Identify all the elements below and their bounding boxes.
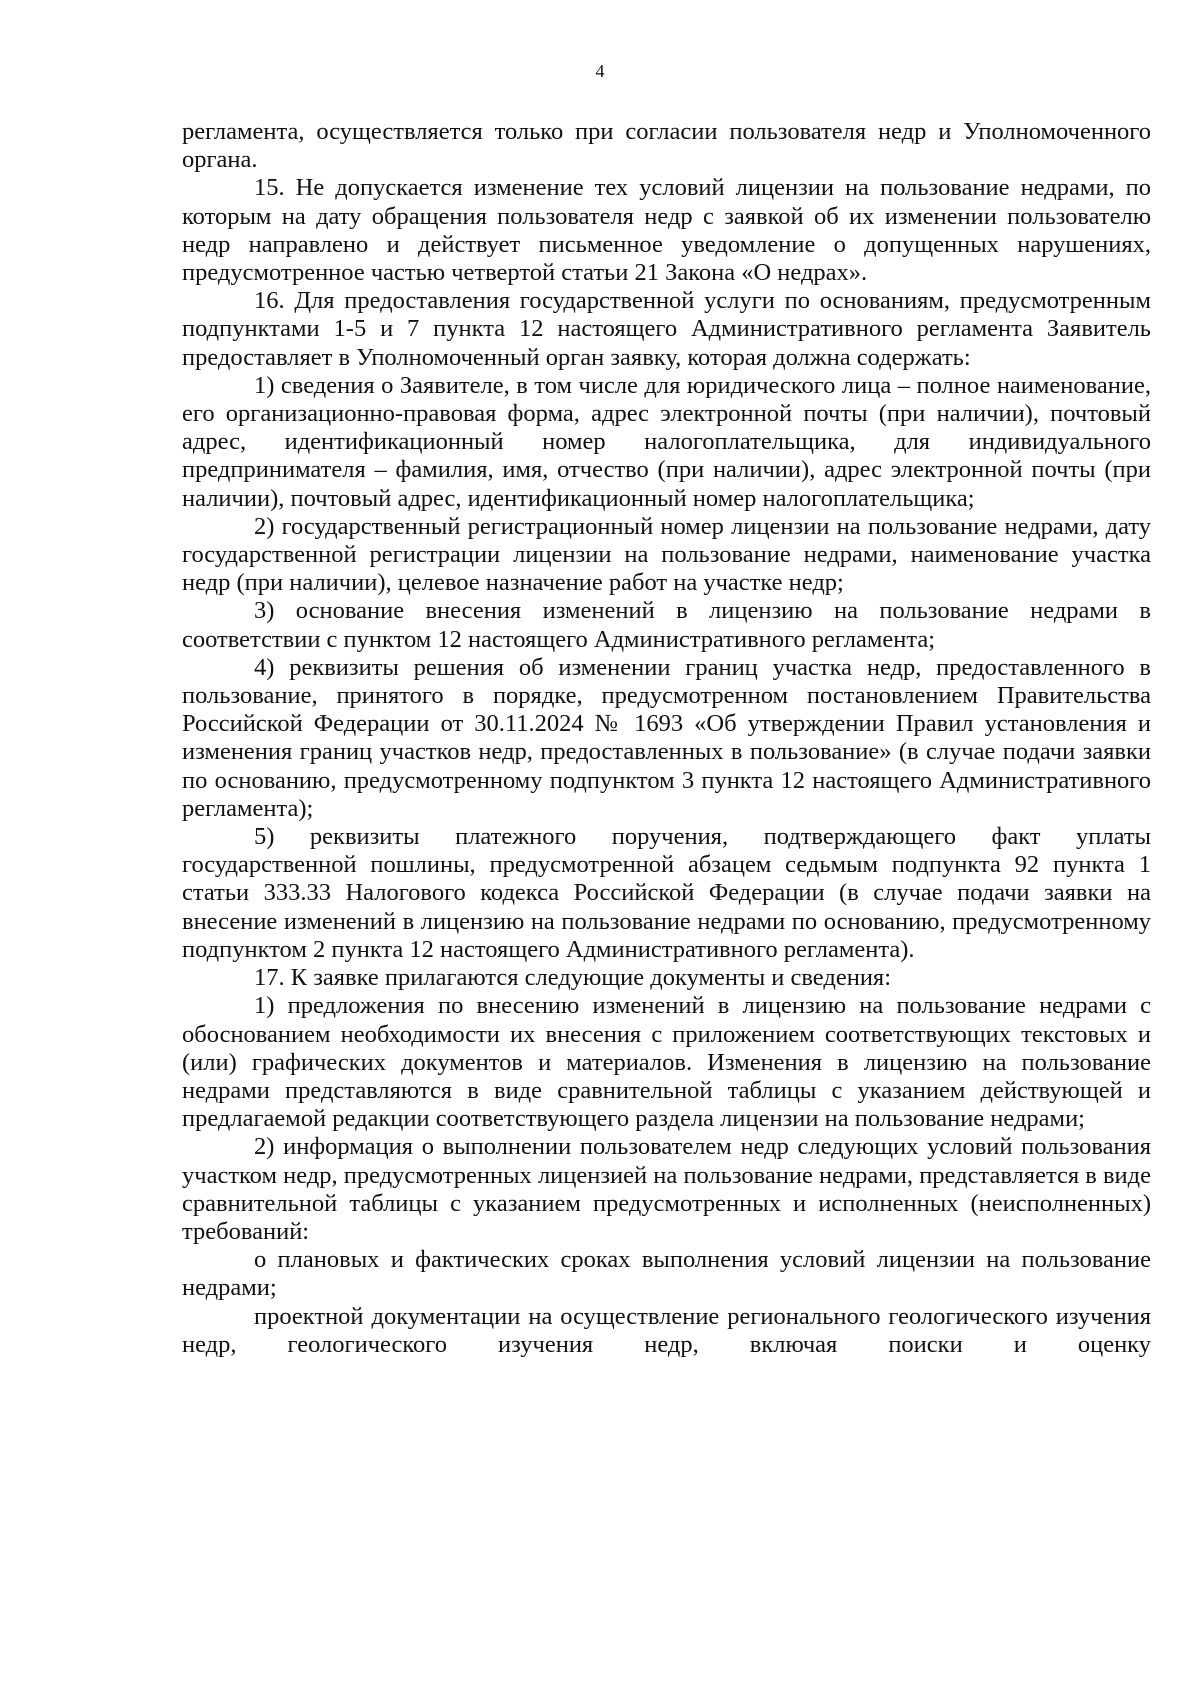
paragraph-17-item-2: 2) информация о выполнении пользователем недр следующих условий пользования участком недр, предусмотренных лицензией на пользование недрами, представляется в виде сравнительной таблицы с указанием предусмотренных и исполненных (неисполненных) требований: [182,1133,1151,1245]
paragraph-17-item-2-b: проектной документации на осуществление регионального геологического изучения недр, геологического изучения недр, включая поиски и оценку [182,1302,1151,1358]
paragraph-17-item-1: 1) предложения по внесению изменений в лицензию на пользование недрами с обоснованием необходимости их внесения с приложением соответствующих текстовых и (или) графических документов и материалов. Изменения в лицензию на пользование недрами представляются в виде сравнительной таблицы с указанием действующей и предлагаемой редакции соответствующего раздела лицензии на пользование недрами; [182,992,1151,1133]
paragraph-16-item-3: 3) основание внесения изменений в лицензию на пользование недрами в соответствии с пунктом 12 настоящего Административного регламента; [182,597,1151,653]
paragraph-continuation: регламента, осуществляется только при согласии пользователя недр и Уполномоченного органа. [182,118,1151,174]
paragraph-16-item-4: 4) реквизиты решения об изменении границ участка недр, предоставленного в пользование, принятого в порядке, предусмотренном постановлением Правительства Российской Федерации от 30.11.2024 № 1693 «Об утверждении Правил установления и изменения границ участков недр, предоставленных в пользование» (в случае подачи заявки по основанию, предусмотренному подпунктом 3 пункта 12 настоящего Административного регламента); [182,653,1151,822]
paragraph-16-item-5: 5) реквизиты платежного поручения, подтверждающего факт уплаты государственной пошлины, предусмотренной абзацем седьмым подпункта 92 пункта 1 статьи 333.33 Налогового кодекса Российской Федерации (в случае подачи заявки на внесение изменений в лицензию на пользование недрами по основанию, предусмотренному подпунктом 2 пункта 12 настоящего Административного регламента). [182,823,1151,963]
paragraph-16-item-1: 1) сведения о Заявителе, в том числе для юридического лица – полное наименование, его организационно-правовая форма, адрес электронной почты (при наличии), почтовый адрес, идентификационный номер налогоплательщика, для индивидуального предпринимателя – фамилия, имя, отчество (при наличии), адрес электронной почты (при наличии), почтовый адрес, идентификационный номер налогоплательщика; [182,371,1151,512]
page-number: 4 [595,61,605,81]
paragraph-16-item-2: 2) государственный регистрационный номер лицензии на пользование недрами, дату государственной регистрации лицензии на пользование недрами, наименование участка недр (при наличии), целевое назначение работ на участке недр; [182,512,1151,597]
paragraph-16: 16. Для предоставления государственной услуги по основаниям, предусмотренным подпунктами 1-5 и 7 пункта 12 настоящего Административного регламента Заявитель предоставляет в Уполномоченный орган заявку, которая должна содержать: [182,287,1151,371]
paragraph-15: 15. Не допускается изменение тех условий лицензии на пользование недрами, по которым на дату обращения пользователя недр с заявкой об их изменении пользователю недр направлено и действует письменное уведомление о допущенных нарушениях, предусмотренное частью четвертой статьи 21 Закона «О недрах». [182,174,1151,287]
paragraph-17-item-2-a: о плановых и фактических сроках выполнения условий лицензии на пользование недрами; [182,1246,1151,1302]
document-body [182,118,1151,1359]
paragraph-17: 17. К заявке прилагаются следующие документы и сведения: [254,964,891,992]
